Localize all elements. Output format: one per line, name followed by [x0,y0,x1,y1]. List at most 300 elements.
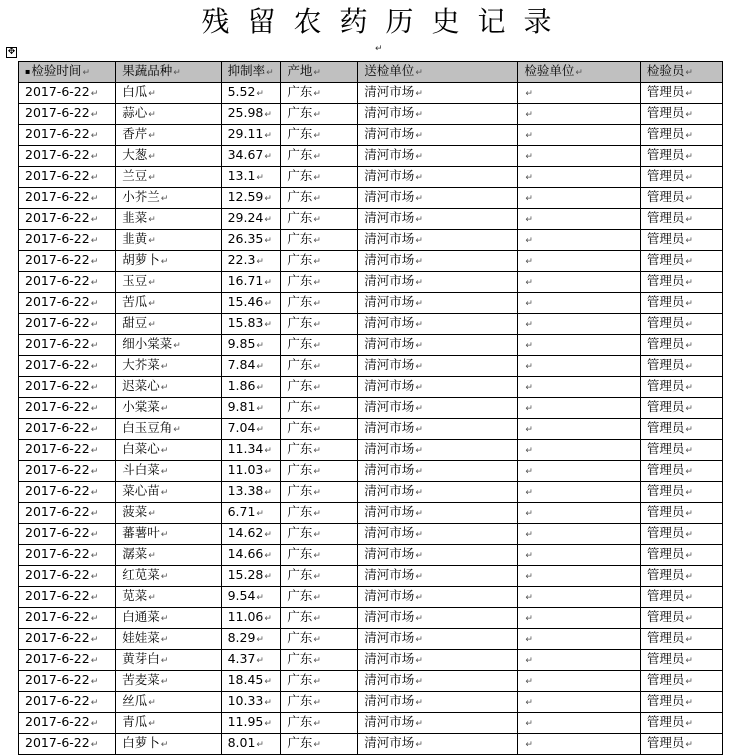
cell-inspector[interactable] [640,650,722,671]
cell-origin[interactable] [281,692,358,713]
cell-inspection-time[interactable] [19,524,116,545]
cell-text: 34.67 [227,147,264,162]
cell-inspector[interactable] [640,104,722,125]
cell-origin[interactable] [281,608,358,629]
cell-testing-unit[interactable] [518,188,641,209]
cell-testing-unit[interactable] [518,377,641,398]
cell-submitting-unit[interactable] [358,419,518,440]
cell-testing-unit[interactable] [518,524,641,545]
cell-inhibition-rate[interactable] [221,146,281,167]
cell-vegetable[interactable] [116,713,221,734]
cell-inspection-time[interactable] [19,440,116,461]
cell-origin[interactable] [281,650,358,671]
cell-submitting-unit[interactable] [358,251,518,272]
cell-submitting-unit[interactable] [358,440,518,461]
cell-end-mark-icon: ↵ [264,698,272,708]
cell-inhibition-rate[interactable] [221,125,281,146]
cell-inspection-time[interactable] [19,335,116,356]
cell-inspection-time[interactable] [19,671,116,692]
cell-inspector[interactable] [640,209,722,230]
cell-inspector[interactable] [640,440,722,461]
cell-inspection-time[interactable] [19,734,116,755]
cell-vegetable[interactable] [116,419,221,440]
cell-inhibition-rate[interactable] [221,608,281,629]
cell-vegetable[interactable] [116,398,221,419]
cell-vegetable[interactable] [116,230,221,251]
cell-testing-unit[interactable] [518,629,641,650]
cell-submitting-unit[interactable] [358,83,518,104]
cell-inspection-time[interactable] [19,482,116,503]
cell-text: 广东 [287,273,313,288]
cell-testing-unit[interactable] [518,209,641,230]
cell-text: 清河市场 [364,546,415,561]
cell-submitting-unit[interactable] [358,713,518,734]
cell-inhibition-rate[interactable] [221,692,281,713]
cell-origin[interactable] [281,503,358,524]
cell-inhibition-rate[interactable] [221,713,281,734]
cell-submitting-unit[interactable] [358,671,518,692]
cell-text: 2017-6-22 [25,315,90,330]
cell-text: 1.86 [227,378,256,393]
cell-submitting-unit[interactable] [358,125,518,146]
cell-origin[interactable] [281,671,358,692]
cell-origin[interactable] [281,314,358,335]
cell-submitting-unit[interactable] [358,650,518,671]
cell-text: 管理员 [646,567,685,582]
cell-vegetable[interactable] [116,608,221,629]
cell-testing-unit[interactable] [518,440,641,461]
cell-text: 广东 [287,210,313,225]
cell-testing-unit[interactable] [518,650,641,671]
cell-testing-unit[interactable] [518,125,641,146]
cell-inhibition-rate[interactable] [221,566,281,587]
cell-inspection-time[interactable] [19,398,116,419]
cell-inspector[interactable] [640,587,722,608]
cell-text: 广东 [287,588,313,603]
cell-text: 白菜心 [122,441,160,456]
cell-text: 清河市场 [364,210,415,225]
header-submitting-unit [358,62,518,83]
cell-submitting-unit[interactable] [358,524,518,545]
cell-inspector[interactable] [640,398,722,419]
cell-inhibition-rate[interactable] [221,104,281,125]
cell-inspector[interactable] [640,335,722,356]
table-move-handle-icon[interactable]: ✥ [7,47,16,57]
cell-text: 管理员 [646,672,685,687]
cell-inspection-time[interactable] [19,230,116,251]
cell-inspector[interactable] [640,524,722,545]
cell-text: 广东 [287,714,313,729]
cell-inhibition-rate[interactable] [221,188,281,209]
cell-inspector[interactable] [640,566,722,587]
cell-origin[interactable] [281,83,358,104]
cell-inhibition-rate[interactable] [221,524,281,545]
cell-vegetable[interactable] [116,566,221,587]
cell-testing-unit[interactable] [518,545,641,566]
cell-end-mark-icon: ↵ [313,131,321,141]
cell-testing-unit[interactable] [518,734,641,755]
cell-testing-unit[interactable] [518,419,641,440]
cell-text: 清河市场 [364,189,415,204]
cell-testing-unit[interactable] [518,692,641,713]
cell-end-mark-icon: ↵ [90,698,99,708]
cell-text: 2017-6-22 [25,126,90,141]
cell-submitting-unit[interactable] [358,608,518,629]
cell-vegetable[interactable] [116,587,221,608]
cell-end-mark-icon: ↵ [148,698,156,708]
cell-inspector[interactable] [640,671,722,692]
cell-origin[interactable] [281,398,358,419]
cell-text: 2017-6-22 [25,105,90,120]
cell-inspection-time[interactable] [19,566,116,587]
cell-text: 清河市场 [364,357,415,372]
cell-inspector[interactable] [640,293,722,314]
cell-inhibition-rate[interactable] [221,482,281,503]
cell-text: 菜心苗 [122,483,160,498]
cell-vegetable[interactable] [116,482,221,503]
cell-inspector[interactable] [640,314,722,335]
cell-text: 管理员 [646,126,685,141]
cell-inhibition-rate[interactable] [221,587,281,608]
cell-origin[interactable] [281,419,358,440]
cell-inspector[interactable] [640,692,722,713]
cell-end-mark-icon: ↵ [313,656,321,666]
cell-submitting-unit[interactable] [358,167,518,188]
cell-inspector[interactable] [640,188,722,209]
cell-origin[interactable] [281,230,358,251]
cell-origin[interactable] [281,293,358,314]
cell-inspection-time[interactable] [19,377,116,398]
cell-vegetable[interactable] [116,545,221,566]
cell-end-mark-icon: ↵ [685,719,693,729]
cell-inspector[interactable] [640,482,722,503]
cell-origin[interactable] [281,188,358,209]
cell-text: 蒜心 [122,105,148,120]
cell-inhibition-rate[interactable] [221,377,281,398]
cell-text: 2017-6-22 [25,693,90,708]
cell-testing-unit[interactable] [518,608,641,629]
cell-submitting-unit[interactable] [358,566,518,587]
cell-text: 2017-6-22 [25,441,90,456]
cell-submitting-unit[interactable] [358,461,518,482]
cell-inspection-time[interactable] [19,629,116,650]
cell-text: 广东 [287,525,313,540]
cell-end-mark-icon: ↵ [173,68,181,78]
cell-vegetable[interactable] [116,167,221,188]
cell-submitting-unit[interactable] [358,272,518,293]
cell-text: 管理员 [646,315,685,330]
cell-end-mark-icon: ↵ [685,68,693,78]
cell-inhibition-rate[interactable] [221,398,281,419]
cell-vegetable[interactable] [116,104,221,125]
cell-text: 韭黄 [122,231,148,246]
cell-inspection-time[interactable] [19,650,116,671]
cell-text: 广东 [287,483,313,498]
cell-inspection-time[interactable] [19,314,116,335]
cell-text: 管理员 [646,399,685,414]
cell-end-mark-icon: ↵ [264,530,272,540]
cell-vegetable[interactable] [116,524,221,545]
cell-origin[interactable] [281,629,358,650]
cell-testing-unit[interactable] [518,167,641,188]
paragraph-mark-icon: ↵ [375,44,383,54]
cell-inhibition-rate[interactable] [221,230,281,251]
cell-testing-unit[interactable] [518,398,641,419]
cell-inspection-time[interactable] [19,251,116,272]
cell-vegetable[interactable] [116,209,221,230]
cell-vegetable[interactable] [116,146,221,167]
cell-testing-unit[interactable] [518,230,641,251]
cell-inspection-time[interactable] [19,587,116,608]
cell-end-mark-icon: ↵ [415,236,423,246]
cell-origin[interactable] [281,587,358,608]
cell-inhibition-rate[interactable] [221,734,281,755]
cell-inspector[interactable] [640,125,722,146]
cell-inhibition-rate[interactable] [221,461,281,482]
cell-testing-unit[interactable] [518,251,641,272]
cell-submitting-unit[interactable] [358,146,518,167]
cell-inspector[interactable] [640,545,722,566]
cell-testing-unit[interactable] [518,356,641,377]
table-row [19,713,723,734]
cell-inhibition-rate[interactable] [221,629,281,650]
cell-testing-unit[interactable] [518,104,641,125]
cell-vegetable[interactable] [116,734,221,755]
cell-end-mark-icon: ↵ [256,593,264,603]
cell-end-mark-icon: ↵ [160,740,169,750]
cell-vegetable[interactable] [116,293,221,314]
cell-vegetable[interactable] [116,440,221,461]
table-body [19,83,723,755]
cell-inspector[interactable] [640,146,722,167]
cell-inhibition-rate[interactable] [221,335,281,356]
cell-inspection-time[interactable] [19,272,116,293]
cell-submitting-unit[interactable] [358,230,518,251]
cell-end-mark-icon: ↵ [313,614,321,624]
cell-vegetable[interactable] [116,83,221,104]
cell-testing-unit[interactable] [518,566,641,587]
cell-end-mark-icon: ↵ [90,446,99,456]
cell-inhibition-rate[interactable] [221,293,281,314]
cell-inspection-time[interactable] [19,419,116,440]
cell-testing-unit[interactable] [518,146,641,167]
cell-inspection-time[interactable] [19,104,116,125]
cell-inhibition-rate[interactable] [221,83,281,104]
cell-vegetable[interactable] [116,650,221,671]
cell-inhibition-rate[interactable] [221,419,281,440]
cell-inspector[interactable] [640,419,722,440]
cell-inhibition-rate[interactable] [221,251,281,272]
cell-inspector[interactable] [640,461,722,482]
cell-text: 清河市场 [364,735,415,750]
cell-text: 清河市场 [364,462,415,477]
cell-inspector[interactable] [640,251,722,272]
cell-vegetable[interactable] [116,125,221,146]
cell-submitting-unit[interactable] [358,587,518,608]
cell-origin[interactable] [281,251,358,272]
cell-inspection-time[interactable] [19,83,116,104]
table-row [19,335,723,356]
cell-testing-unit[interactable] [518,272,641,293]
cell-submitting-unit[interactable] [358,335,518,356]
cell-submitting-unit[interactable] [358,734,518,755]
cell-inhibition-rate[interactable] [221,545,281,566]
cell-submitting-unit[interactable] [358,545,518,566]
cell-origin[interactable] [281,335,358,356]
cell-end-mark-icon: ↵ [313,698,321,708]
cell-origin[interactable] [281,440,358,461]
cell-inhibition-rate[interactable] [221,272,281,293]
cell-origin[interactable] [281,713,358,734]
cell-text: 2017-6-22 [25,630,90,645]
cell-inspector[interactable] [640,272,722,293]
cell-vegetable[interactable] [116,335,221,356]
cell-end-mark-icon: ↵ [685,383,693,393]
cell-submitting-unit[interactable] [358,398,518,419]
cell-inspector[interactable] [640,734,722,755]
cell-inspection-time[interactable] [19,125,116,146]
cell-testing-unit[interactable] [518,83,641,104]
cell-end-mark-icon: ↵ [415,278,423,288]
cell-submitting-unit[interactable] [358,188,518,209]
cell-testing-unit[interactable] [518,461,641,482]
cell-text: 广东 [287,735,313,750]
cell-inhibition-rate[interactable] [221,209,281,230]
cell-vegetable[interactable] [116,629,221,650]
cell-vegetable[interactable] [116,188,221,209]
cell-inhibition-rate[interactable] [221,671,281,692]
cell-inspection-time[interactable] [19,188,116,209]
cell-submitting-unit[interactable] [358,377,518,398]
cell-text: 清河市场 [364,651,415,666]
cell-inspector[interactable] [640,503,722,524]
cell-testing-unit[interactable] [518,503,641,524]
cell-vegetable[interactable] [116,503,221,524]
cell-inspector[interactable] [640,230,722,251]
cell-text: 苋菜 [122,588,148,603]
cell-origin[interactable] [281,104,358,125]
cell-end-mark-icon: ↵ [685,530,693,540]
cell-origin[interactable] [281,461,358,482]
pesticide-record-table [18,61,723,755]
cell-end-mark-icon: ↵ [415,677,423,687]
cell-inspection-time[interactable] [19,608,116,629]
cell-vegetable[interactable] [116,272,221,293]
cell-inhibition-rate[interactable] [221,440,281,461]
cell-inspection-time[interactable] [19,356,116,377]
cell-text: 大葱 [122,147,148,162]
cell-vegetable[interactable] [116,377,221,398]
cell-text: 蕃薯叶 [122,525,160,540]
cell-origin[interactable] [281,125,358,146]
cell-origin[interactable] [281,209,358,230]
cell-submitting-unit[interactable] [358,293,518,314]
cell-text: 白通菜 [122,609,160,624]
cell-inspector[interactable] [640,377,722,398]
cell-inspector[interactable] [640,356,722,377]
cell-inspection-time[interactable] [19,461,116,482]
cell-end-mark-icon: ↵ [264,131,272,141]
cell-testing-unit[interactable] [518,713,641,734]
cell-inspector[interactable] [640,629,722,650]
cell-submitting-unit[interactable] [358,482,518,503]
cell-end-mark-icon: ↵ [415,173,423,183]
cell-testing-unit[interactable] [518,335,641,356]
cell-inspection-time[interactable] [19,146,116,167]
cell-inhibition-rate[interactable] [221,356,281,377]
cell-inspector[interactable] [640,167,722,188]
cell-inspection-time[interactable] [19,293,116,314]
cell-origin[interactable] [281,734,358,755]
cell-end-mark-icon: ↵ [415,467,423,477]
cell-vegetable[interactable] [116,251,221,272]
cell-text: 清河市场 [364,609,415,624]
cell-testing-unit[interactable] [518,587,641,608]
cell-submitting-unit[interactable] [358,356,518,377]
cell-text: 14.66 [227,546,264,561]
cell-submitting-unit[interactable] [358,629,518,650]
cell-submitting-unit[interactable] [358,314,518,335]
cell-vegetable[interactable] [116,692,221,713]
table-row [19,461,723,482]
cell-submitting-unit[interactable] [358,503,518,524]
cell-origin[interactable] [281,545,358,566]
cell-vegetable[interactable] [116,461,221,482]
cell-origin[interactable] [281,146,358,167]
cell-inspection-time[interactable] [19,713,116,734]
cell-origin[interactable] [281,566,358,587]
cell-inhibition-rate[interactable] [221,314,281,335]
cell-origin[interactable] [281,167,358,188]
cell-end-mark-icon: ↵ [264,551,272,561]
cell-inspection-time[interactable] [19,209,116,230]
cell-end-mark-icon: ↵ [415,152,423,162]
cell-testing-unit[interactable] [518,293,641,314]
cell-inhibition-rate[interactable] [221,167,281,188]
cell-testing-unit[interactable] [518,482,641,503]
cell-end-mark-icon: ↵ [90,173,99,183]
cell-end-mark-icon: ↵ [313,152,321,162]
cell-origin[interactable] [281,524,358,545]
cell-text: 广东 [287,399,313,414]
cell-inspection-time[interactable] [19,692,116,713]
cell-submitting-unit[interactable] [358,692,518,713]
cell-inspection-time[interactable] [19,503,116,524]
cell-end-mark-icon: ↵ [415,551,423,561]
cell-submitting-unit[interactable] [358,209,518,230]
cell-inspector[interactable] [640,83,722,104]
cell-inhibition-rate[interactable] [221,503,281,524]
cell-inspection-time[interactable] [19,167,116,188]
cell-testing-unit[interactable] [518,314,641,335]
cell-inspector[interactable] [640,608,722,629]
cell-inspector[interactable] [640,713,722,734]
cell-submitting-unit[interactable] [358,104,518,125]
cell-origin[interactable] [281,356,358,377]
cell-end-mark-icon: ↵ [525,215,533,225]
cell-origin[interactable] [281,377,358,398]
cell-vegetable[interactable] [116,671,221,692]
cell-origin[interactable] [281,272,358,293]
cell-vegetable[interactable] [116,314,221,335]
cell-text: 广东 [287,84,313,99]
cell-inhibition-rate[interactable] [221,650,281,671]
cell-inspection-time[interactable] [19,545,116,566]
cell-origin[interactable] [281,482,358,503]
cell-text: 管理员 [646,693,685,708]
cell-vegetable[interactable] [116,356,221,377]
cell-testing-unit[interactable] [518,671,641,692]
